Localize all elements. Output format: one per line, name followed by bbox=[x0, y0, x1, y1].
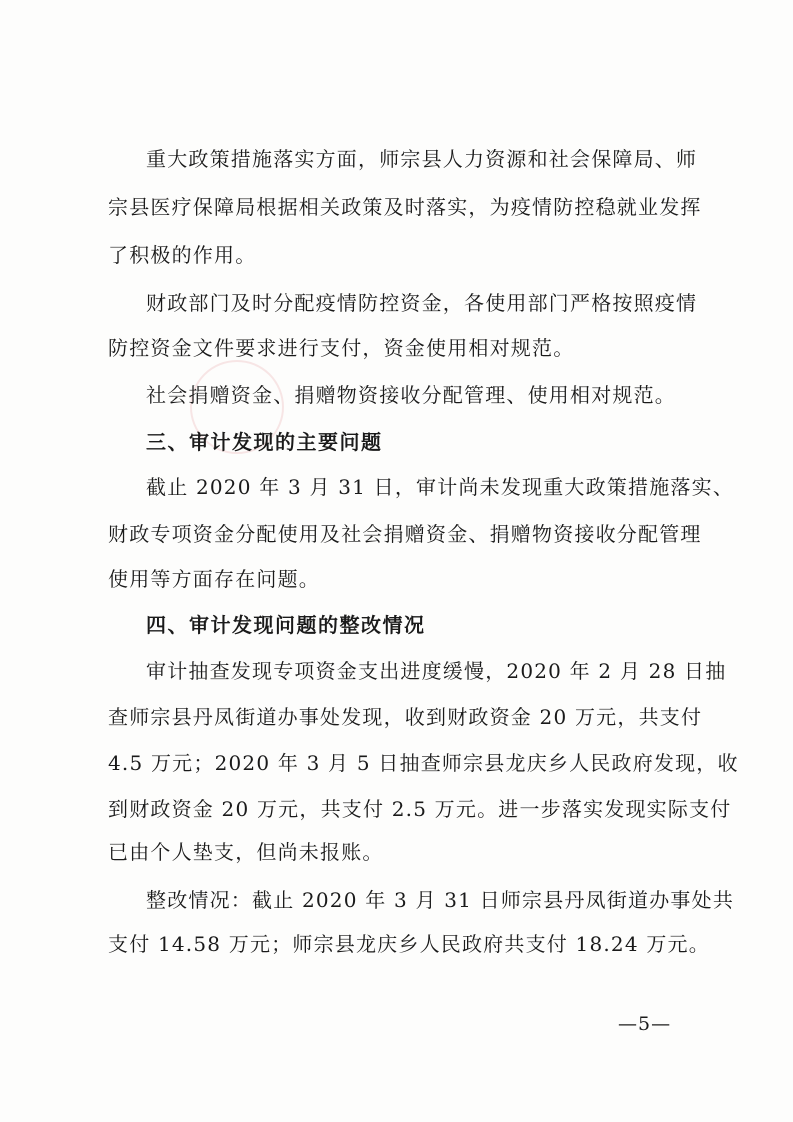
page-number: —5— bbox=[618, 1013, 672, 1035]
paragraph-line: 4.5 万元；2020 年 3 月 5 日抽查师宗县龙庆乡人民政府发现，收 bbox=[108, 751, 739, 775]
paragraph-line: 到财政资金 20 万元，共支付 2.5 万元。进一步落实发现实际支付 bbox=[108, 797, 732, 821]
paragraph-line: 财政部门及时分配疫情防控资金，各使用部门严格按照疫情 bbox=[146, 291, 698, 315]
paragraph-line: 了积极的作用。 bbox=[108, 243, 257, 267]
paragraph-line: 已由个人垫支，但尚未报账。 bbox=[108, 840, 384, 864]
paragraph-line: 重大政策措施落实方面，师宗县人力资源和社会保障局、师 bbox=[146, 147, 698, 171]
paragraph-line: 审计抽查发现专项资金支出进度缓慢，2020 年 2 月 28 日抽 bbox=[146, 659, 727, 683]
paragraph-line: 查师宗县丹凤街道办事处发现，收到财政资金 20 万元，共支付 bbox=[108, 705, 703, 729]
paragraph-line: 使用等方面存在问题。 bbox=[108, 567, 320, 591]
section-heading: 三、审计发现的主要问题 bbox=[146, 430, 383, 454]
paragraph-line: 截止 2020 年 3 月 31 日，审计尚未发现重大政策措施落实、 bbox=[146, 475, 735, 499]
paragraph-line: 整改情况：截止 2020 年 3 月 31 日师宗县丹凤街道办事处共 bbox=[146, 888, 735, 912]
paragraph-line: 宗县医疗保障局根据相关政策及时落实，为疫情防控稳就业发挥 bbox=[108, 195, 702, 219]
section-heading: 四、审计发现问题的整改情况 bbox=[146, 613, 426, 637]
paragraph-line: 财政专项资金分配使用及社会捐赠资金、捐赠物资接收分配管理 bbox=[108, 522, 702, 546]
paragraph-line: 社会捐赠资金、捐赠物资接收分配管理、使用相对规范。 bbox=[146, 383, 676, 407]
paragraph-line: 支付 14.58 万元；师宗县龙庆乡人民政府共支付 18.24 万元。 bbox=[108, 932, 710, 956]
paragraph-line: 防控资金文件要求进行支付，资金使用相对规范。 bbox=[108, 336, 575, 360]
